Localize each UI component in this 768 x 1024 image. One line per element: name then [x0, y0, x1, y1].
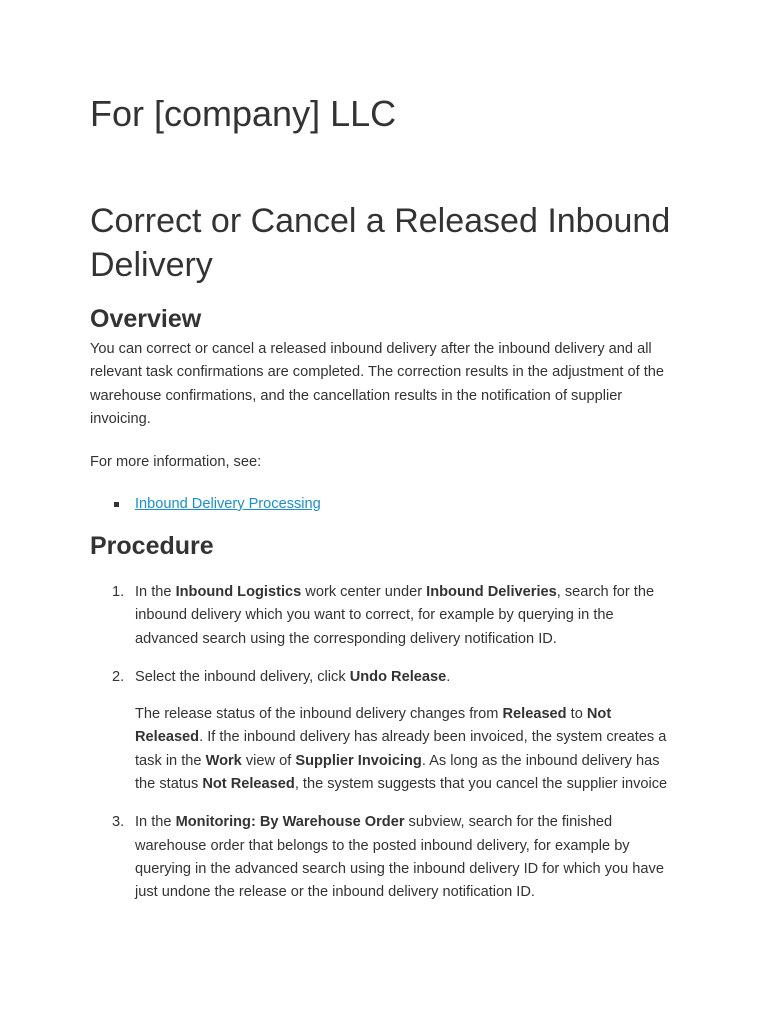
- more-info-text: For more information, see:: [90, 454, 262, 470]
- related-links-list: [90, 493, 680, 516]
- step-number: 1.: [112, 584, 125, 600]
- ui-term: Supplier Invoicing: [295, 752, 422, 769]
- step-text-part: . As long as the inbound delivery has the status: [135, 752, 660, 793]
- step-text-part: The release status of the inbound delivery changes from: [135, 706, 503, 723]
- ui-term: Monitoring: By Warehouse Order: [175, 814, 405, 831]
- step-number: 3.: [112, 814, 125, 831]
- step-text: [135, 666, 680, 689]
- procedure-step: [90, 811, 680, 904]
- step-text: [135, 811, 680, 904]
- ui-term: Undo Release: [349, 668, 447, 685]
- step-text-part: work center under: [301, 584, 427, 600]
- step-text-part: .: [446, 668, 451, 685]
- ui-term: Not Released: [202, 776, 295, 793]
- ui-term: Released: [502, 706, 567, 723]
- step-text-part: In the: [135, 814, 176, 831]
- procedure-heading: Procedure: [90, 532, 214, 560]
- ui-term: Not Released: [135, 706, 612, 746]
- step-text-part: . If the inbound delivery has already been invoiced, the system creates a task in the: [135, 729, 667, 769]
- inbound-delivery-processing-link[interactable]: Inbound Delivery Processing: [135, 496, 321, 512]
- step-text-part: Select the inbound delivery, click: [135, 668, 350, 685]
- list-item: [90, 493, 680, 516]
- step-text-part: , search for the inbound delivery which you want to correct, for example by querying in the advanced search using the corresponding delivery notification ID.: [135, 584, 655, 647]
- procedure-step: [90, 666, 680, 796]
- step-text-part: to: [566, 706, 587, 723]
- step-text-part: view of: [241, 752, 296, 769]
- ui-term: Work: [205, 752, 242, 769]
- step-text-part: In the: [135, 584, 176, 600]
- page-title: Correct or Cancel a Released Inbound Delivery: [90, 202, 671, 284]
- ui-term: Inbound Deliveries: [426, 584, 557, 600]
- overview-heading: Overview: [90, 305, 202, 333]
- procedure-step: [90, 581, 680, 651]
- procedure-steps: [90, 581, 680, 920]
- step-result-text: [135, 703, 680, 796]
- step-number: 2.: [112, 668, 125, 685]
- step-text-part: , the system suggests that you cancel the supplier invoice: [294, 776, 668, 793]
- step-text-part: subview, search for the finished warehouse order that belongs to the posted inbound delivery, for example by querying in the advanced search using the inbound delivery ID for which you have just undone the release or the inbound delivery notification ID.: [135, 814, 664, 901]
- ui-term: Inbound Logistics: [175, 584, 302, 600]
- bullet-icon: [114, 502, 119, 507]
- step-text: [135, 581, 680, 651]
- company-title: For [company] LLC: [90, 93, 397, 134]
- overview-paragraph: You can correct or cancel a released inbound delivery after the inbound delivery and all relevant task confirmations are completed. The correction results in the adjustment of the warehouse confirmations, and the cancellation results in the notification of supplier invoicing.: [90, 341, 665, 427]
